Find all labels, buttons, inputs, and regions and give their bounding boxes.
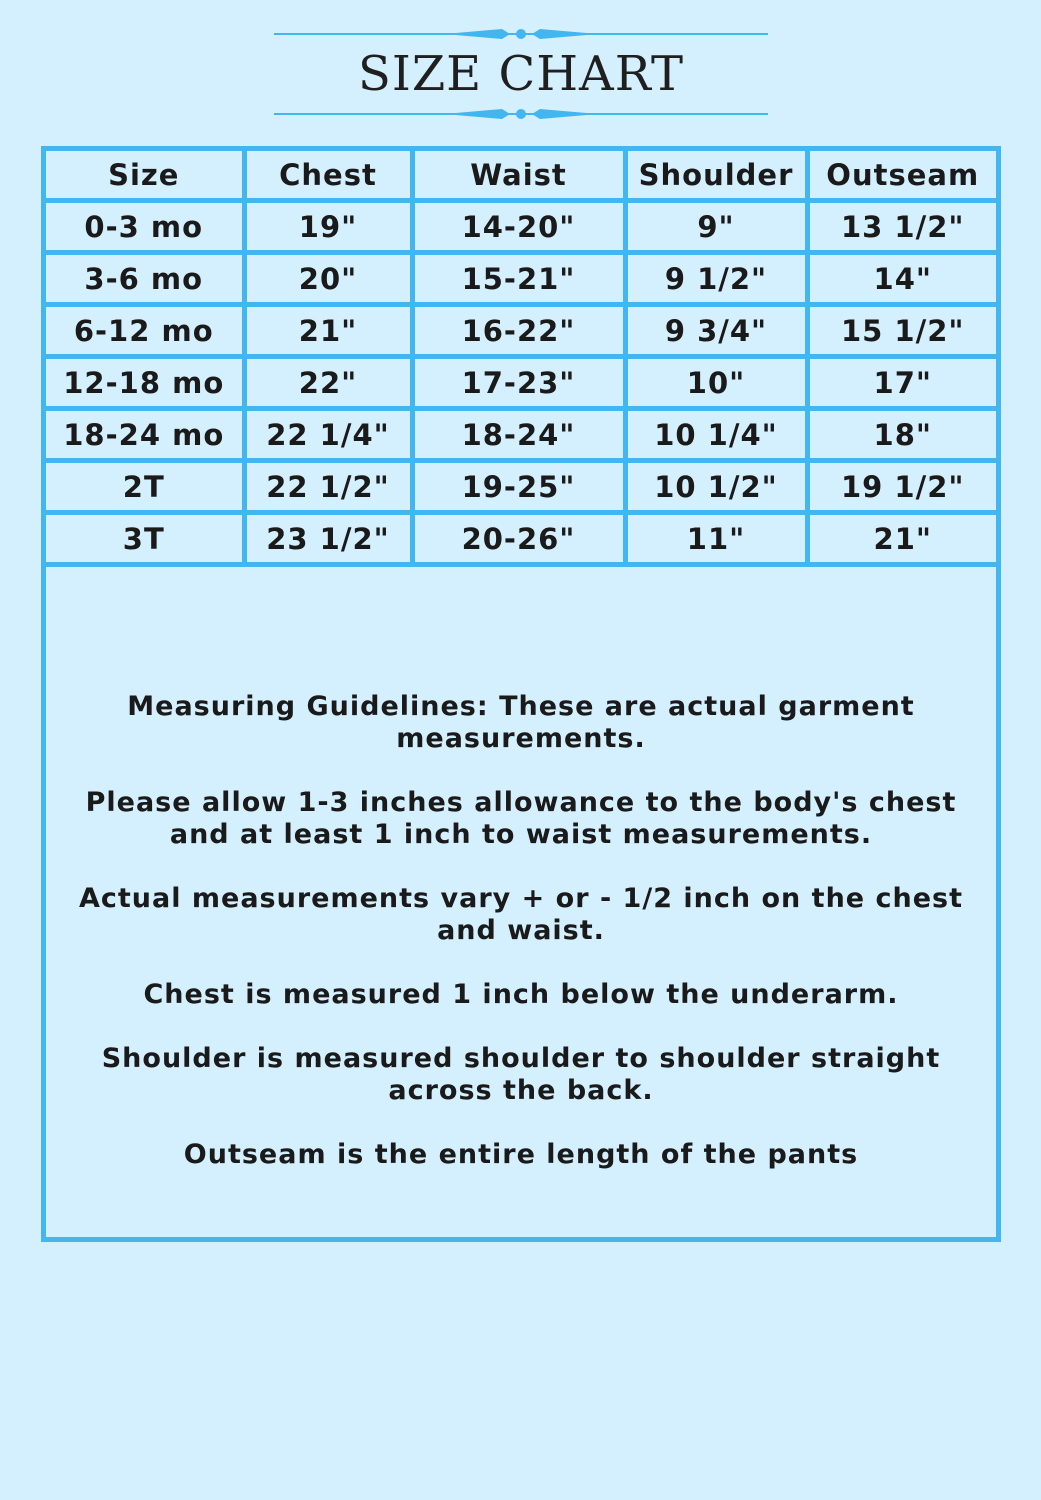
cell-size: 2T <box>46 461 244 513</box>
title-block <box>274 26 768 126</box>
cell-waist: 16-22" <box>412 305 625 357</box>
cell-waist: 19-25" <box>412 461 625 513</box>
guideline-text: Shoulder is measured shoulder to shoulder straight across the back. <box>101 1043 941 1106</box>
cell-shoulder: 10" <box>625 357 807 409</box>
guideline-text: Chest is measured 1 inch below the underarm. <box>143 979 899 1010</box>
table-row <box>46 409 996 461</box>
table-row <box>46 305 996 357</box>
cell-chest: 22 1/4" <box>244 409 412 461</box>
guideline-text: Measuring Guidelines: These are actual garment measurements. <box>127 691 915 754</box>
cell-shoulder: 10 1/4" <box>625 409 807 461</box>
cell-waist: 17-23" <box>412 357 625 409</box>
cell-size: 0-3 mo <box>46 201 244 253</box>
cell-waist: 20-26" <box>412 513 625 565</box>
cell-outseam: 14" <box>807 253 996 305</box>
cell-shoulder: 9 1/2" <box>625 253 807 305</box>
column-header-chest: Chest <box>244 151 412 201</box>
cell-shoulder: 10 1/2" <box>625 461 807 513</box>
guideline-text: Actual measurements vary + or - 1/2 inch on the chest and waist. <box>78 883 964 946</box>
cell-size: 12-18 mo <box>46 357 244 409</box>
cell-outseam: 15 1/2" <box>807 305 996 357</box>
column-header-outseam: Outseam <box>807 151 996 201</box>
table-row <box>46 461 996 513</box>
size-table <box>46 151 996 567</box>
cell-outseam: 18" <box>807 409 996 461</box>
cell-chest: 23 1/2" <box>244 513 412 565</box>
table-row <box>46 513 996 565</box>
cell-shoulder: 11" <box>625 513 807 565</box>
cell-outseam: 13 1/2" <box>807 201 996 253</box>
table-row <box>46 253 996 305</box>
cell-waist: 15-21" <box>412 253 625 305</box>
page-title: SIZE CHART <box>357 46 685 102</box>
table-header-row <box>46 151 996 201</box>
cell-size: 3T <box>46 513 244 565</box>
cell-size: 3-6 mo <box>46 253 244 305</box>
cell-waist: 14-20" <box>412 201 625 253</box>
cell-outseam: 21" <box>807 513 996 565</box>
cell-chest: 22" <box>244 357 412 409</box>
cell-shoulder: 9" <box>625 201 807 253</box>
cell-chest: 20" <box>244 253 412 305</box>
cell-size: 6-12 mo <box>46 305 244 357</box>
column-header-size: Size <box>46 151 244 201</box>
cell-shoulder: 9 3/4" <box>625 305 807 357</box>
size-chart-frame <box>41 146 1001 1242</box>
cell-chest: 19" <box>244 201 412 253</box>
cell-outseam: 17" <box>807 357 996 409</box>
cell-outseam: 19 1/2" <box>807 461 996 513</box>
column-header-shoulder: Shoulder <box>625 151 807 201</box>
guideline-text: Outseam is the entire length of the pants <box>183 1139 859 1170</box>
table-row <box>46 201 996 253</box>
cell-chest: 22 1/2" <box>244 461 412 513</box>
cell-size: 18-24 mo <box>46 409 244 461</box>
cell-waist: 18-24" <box>412 409 625 461</box>
bottom-ornament <box>274 106 768 122</box>
column-header-waist: Waist <box>412 151 625 201</box>
cell-chest: 21" <box>244 305 412 357</box>
guideline-text: Please allow 1-3 inches allowance to the body's chest and at least 1 inch to waist measurements. <box>85 787 957 850</box>
measuring-guidelines <box>76 691 966 1203</box>
table-row <box>46 357 996 409</box>
top-ornament <box>274 26 768 42</box>
